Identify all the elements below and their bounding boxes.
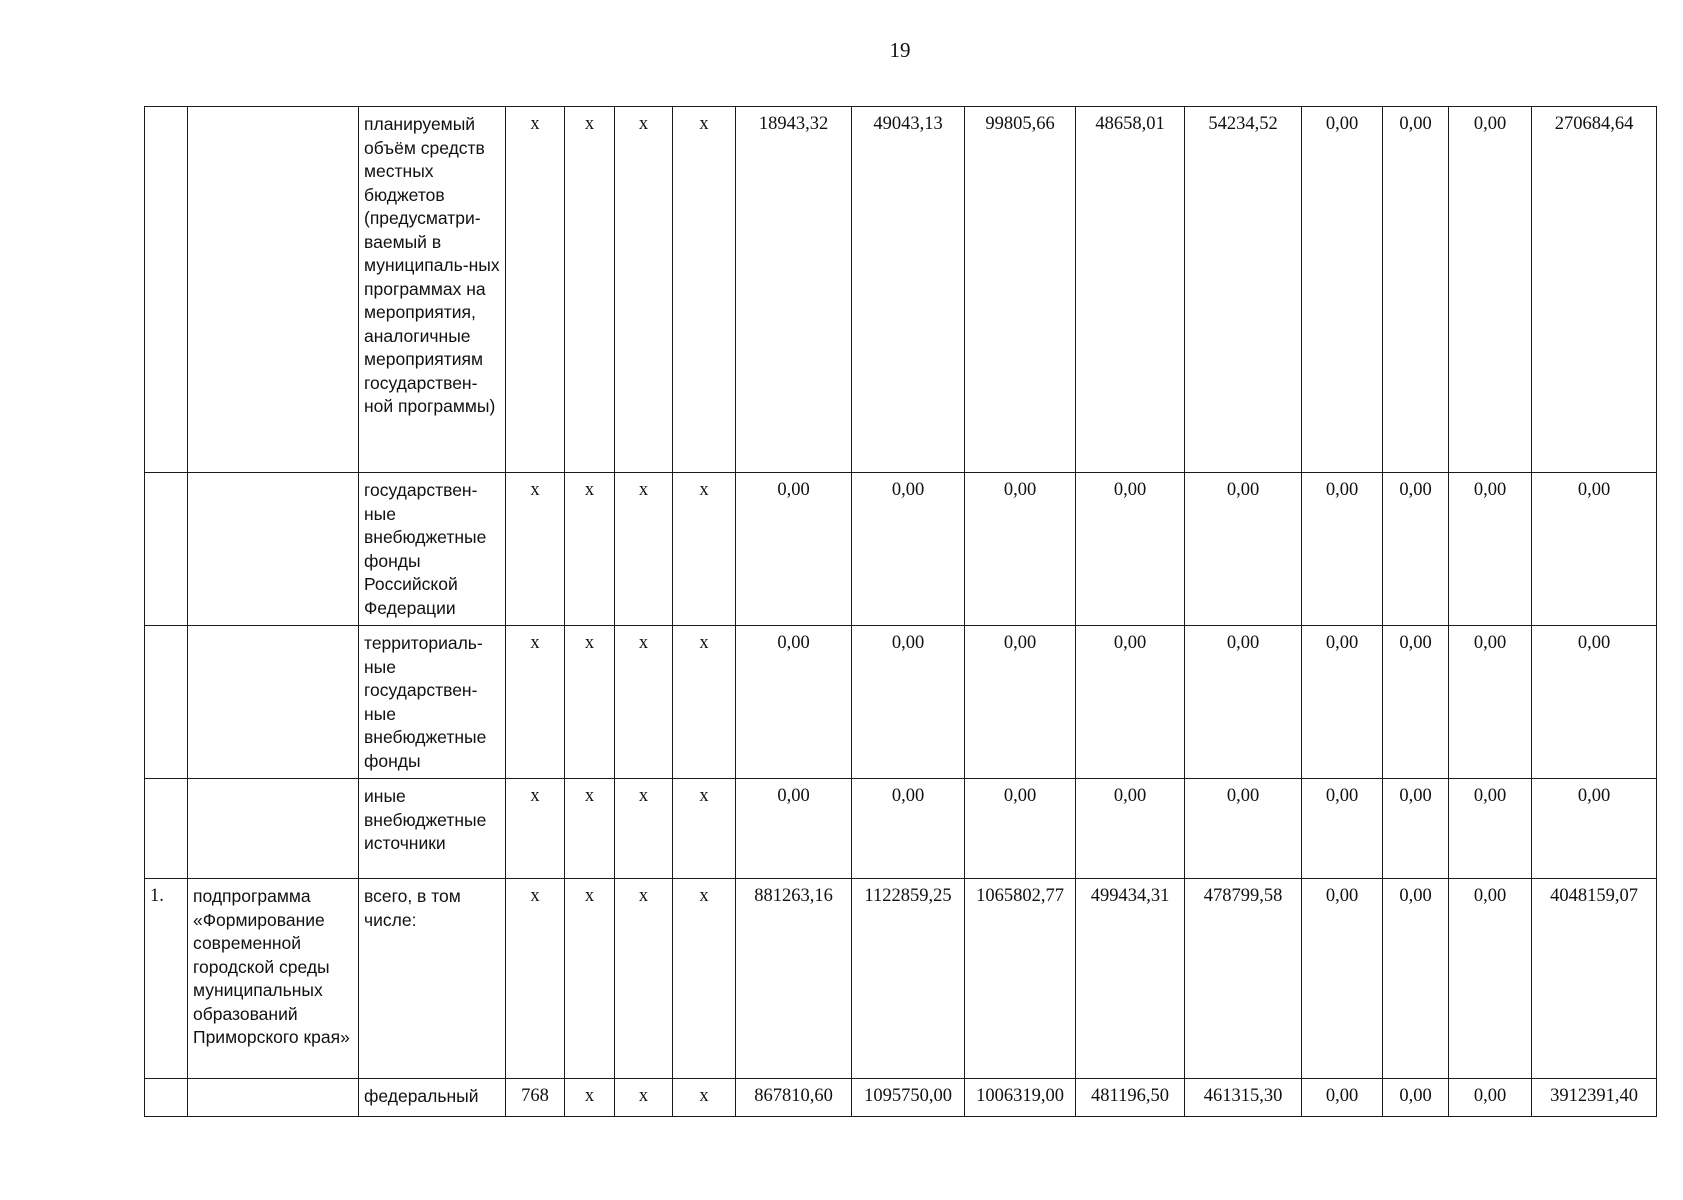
value-cell: 18943,32 [736, 107, 852, 473]
code-cell: х [673, 626, 736, 779]
value-cell: 99805,66 [965, 107, 1076, 473]
value-cell: 0,00 [1185, 626, 1302, 779]
value-cell: 0,00 [1185, 473, 1302, 626]
code-cell: х [506, 107, 565, 473]
value-cell: 0,00 [1383, 779, 1449, 879]
table-row [145, 626, 1657, 779]
row-number-cell: 1. [145, 879, 188, 1079]
value-cell: 54234,52 [1185, 107, 1302, 473]
value-cell: 0,00 [1302, 107, 1383, 473]
code-cell: х [506, 779, 565, 879]
value-cell: 867810,60 [736, 1079, 852, 1117]
code-cell: х [615, 107, 673, 473]
program-name-cell [188, 626, 359, 779]
table-row [145, 107, 1657, 473]
value-cell: 0,00 [1449, 626, 1532, 779]
value-cell: 0,00 [1383, 879, 1449, 1079]
value-cell: 0,00 [852, 626, 965, 779]
value-cell: 0,00 [1383, 107, 1449, 473]
table-row [145, 779, 1657, 879]
code-cell: х [506, 626, 565, 779]
value-cell: 1006319,00 [965, 1079, 1076, 1117]
value-cell: 0,00 [1076, 626, 1185, 779]
total-value-cell: 0,00 [1532, 779, 1657, 879]
code-cell: х [615, 1079, 673, 1117]
budget-table [144, 106, 1657, 1117]
code-cell: х [506, 473, 565, 626]
value-cell: 0,00 [1302, 626, 1383, 779]
value-cell: 0,00 [1383, 473, 1449, 626]
funding-source-cell: иные внебюджетные источники [359, 779, 506, 879]
code-cell: х [615, 626, 673, 779]
value-cell: 0,00 [1383, 626, 1449, 779]
value-cell: 0,00 [1076, 473, 1185, 626]
value-cell: 0,00 [736, 779, 852, 879]
code-cell: х [673, 473, 736, 626]
program-name-cell [188, 1079, 359, 1117]
code-cell: х [565, 107, 615, 473]
value-cell: 0,00 [736, 473, 852, 626]
value-cell: 0,00 [1449, 473, 1532, 626]
value-cell: 0,00 [965, 779, 1076, 879]
value-cell: 0,00 [1302, 473, 1383, 626]
value-cell: 0,00 [1302, 879, 1383, 1079]
funding-source-cell: государствен-ные внебюджетные фонды Российской Федерации [359, 473, 506, 626]
value-cell: 1065802,77 [965, 879, 1076, 1079]
value-cell: 1122859,25 [852, 879, 965, 1079]
value-cell: 881263,16 [736, 879, 852, 1079]
total-value-cell: 0,00 [1532, 626, 1657, 779]
program-name-cell [188, 473, 359, 626]
total-value-cell: 270684,64 [1532, 107, 1657, 473]
row-number-cell [145, 626, 188, 779]
code-cell: х [673, 879, 736, 1079]
value-cell: 0,00 [852, 779, 965, 879]
value-cell: 0,00 [1302, 779, 1383, 879]
funding-source-cell: планируемый объём средств местных бюджетов (предусматри-ваемый в муниципаль-ных программах на мероприятия, аналогичные мероприятиям государствен-ной программы) [359, 107, 506, 473]
code-cell: х [673, 107, 736, 473]
value-cell: 0,00 [852, 473, 965, 626]
row-number-cell [145, 473, 188, 626]
funding-source-cell: федеральный [359, 1079, 506, 1117]
value-cell: 461315,30 [1185, 1079, 1302, 1117]
value-cell: 0,00 [1449, 779, 1532, 879]
total-value-cell: 4048159,07 [1532, 879, 1657, 1079]
code-cell: х [615, 779, 673, 879]
code-cell: х [565, 1079, 615, 1117]
value-cell: 0,00 [1185, 779, 1302, 879]
funding-source-cell: территориаль-ные государствен-ные внебюджетные фонды [359, 626, 506, 779]
value-cell: 48658,01 [1076, 107, 1185, 473]
code-cell: х [565, 626, 615, 779]
value-cell: 0,00 [1449, 107, 1532, 473]
program-name-cell [188, 779, 359, 879]
value-cell: 0,00 [1302, 1079, 1383, 1117]
page-number: 19 [889, 38, 911, 62]
code-cell: х [506, 879, 565, 1079]
code-cell: х [673, 779, 736, 879]
table-row [145, 879, 1657, 1079]
code-cell: х [615, 879, 673, 1079]
value-cell: 0,00 [965, 473, 1076, 626]
code-cell: 768 [506, 1079, 565, 1117]
code-cell: х [673, 1079, 736, 1117]
row-number-cell [145, 779, 188, 879]
value-cell: 0,00 [1383, 1079, 1449, 1117]
value-cell: 499434,31 [1076, 879, 1185, 1079]
value-cell: 0,00 [1449, 1079, 1532, 1117]
code-cell: х [615, 473, 673, 626]
funding-source-cell: всего, в том числе: [359, 879, 506, 1079]
program-name-cell [188, 107, 359, 473]
program-name-cell: подпрограмма «Формирование современной городской среды муниципальных образований Приморского края» [188, 879, 359, 1079]
value-cell: 0,00 [736, 626, 852, 779]
total-value-cell: 3912391,40 [1532, 1079, 1657, 1117]
value-cell: 1095750,00 [852, 1079, 965, 1117]
code-cell: х [565, 779, 615, 879]
value-cell: 0,00 [1076, 779, 1185, 879]
code-cell: х [565, 473, 615, 626]
total-value-cell: 0,00 [1532, 473, 1657, 626]
value-cell: 49043,13 [852, 107, 965, 473]
row-number-cell [145, 1079, 188, 1117]
value-cell: 0,00 [965, 626, 1076, 779]
table-row [145, 1079, 1657, 1117]
value-cell: 478799,58 [1185, 879, 1302, 1079]
table-row [145, 473, 1657, 626]
code-cell: х [565, 879, 615, 1079]
value-cell: 481196,50 [1076, 1079, 1185, 1117]
row-number-cell [145, 107, 188, 473]
value-cell: 0,00 [1449, 879, 1532, 1079]
